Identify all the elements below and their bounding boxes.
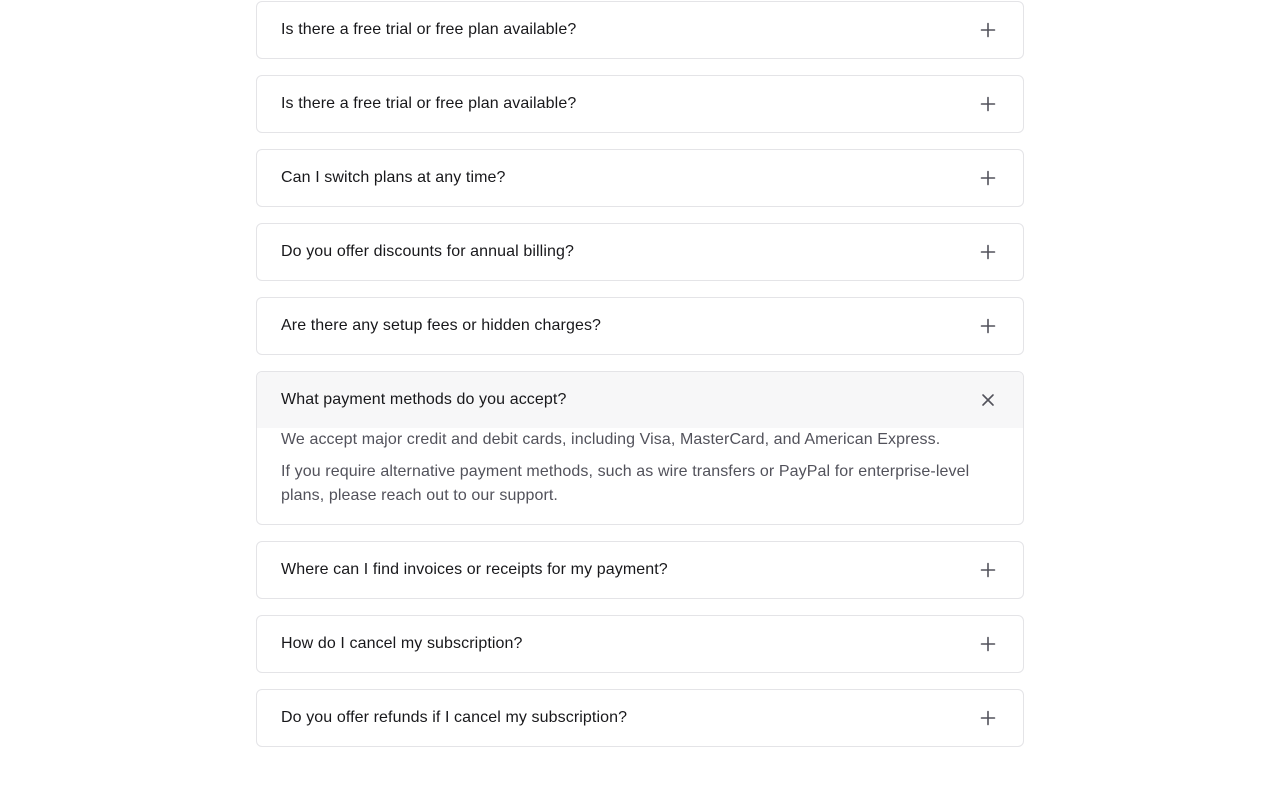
faq-item <box>256 223 1024 281</box>
faq-question-text: Do you offer discounts for annual billing? <box>281 243 574 260</box>
plus-icon <box>977 315 999 337</box>
faq-question-button[interactable] <box>257 542 1023 598</box>
faq-question-button[interactable] <box>257 298 1023 354</box>
faq-accordion <box>256 1 1024 763</box>
plus-icon <box>977 19 999 41</box>
faq-question-button[interactable] <box>257 616 1023 672</box>
faq-question-text: What payment methods do you accept? <box>281 391 567 408</box>
faq-answer-paragraph: We accept major credit and debit cards, including Visa, MasterCard, and American Express. <box>281 431 941 448</box>
faq-answer-paragraph: If you require alternative payment methods, such as wire transfers or PayPal for enterprise-level plans, please reach out to our support. <box>281 463 970 504</box>
close-icon <box>977 389 999 411</box>
faq-question-text: Can I switch plans at any time? <box>281 169 506 186</box>
faq-item <box>256 75 1024 133</box>
faq-answer <box>257 428 1023 524</box>
faq-item <box>256 297 1024 355</box>
faq-question-text: Are there any setup fees or hidden charges? <box>281 317 602 334</box>
faq-item <box>256 689 1024 747</box>
faq-question-button[interactable] <box>257 150 1023 206</box>
faq-question-text: Is there a free trial or free plan available? <box>281 95 577 112</box>
faq-question-text: Do you offer refunds if I cancel my subscription? <box>281 709 628 726</box>
faq-item <box>256 149 1024 207</box>
faq-question-text: How do I cancel my subscription? <box>281 635 523 652</box>
faq-question-text: Is there a free trial or free plan available? <box>281 21 577 38</box>
faq-question-button[interactable] <box>257 372 1023 428</box>
plus-icon <box>977 167 999 189</box>
faq-item <box>256 615 1024 673</box>
faq-question-text: Where can I find invoices or receipts for my payment? <box>281 561 668 578</box>
plus-icon <box>977 559 999 581</box>
faq-question-button[interactable] <box>257 690 1023 746</box>
faq-question-button[interactable] <box>257 2 1023 58</box>
plus-icon <box>977 93 999 115</box>
faq-question-button[interactable] <box>257 76 1023 132</box>
faq-item-expanded <box>256 371 1024 525</box>
plus-icon <box>977 707 999 729</box>
faq-item <box>256 541 1024 599</box>
faq-item <box>256 1 1024 59</box>
plus-icon <box>977 241 999 263</box>
plus-icon <box>977 633 999 655</box>
faq-question-button[interactable] <box>257 224 1023 280</box>
